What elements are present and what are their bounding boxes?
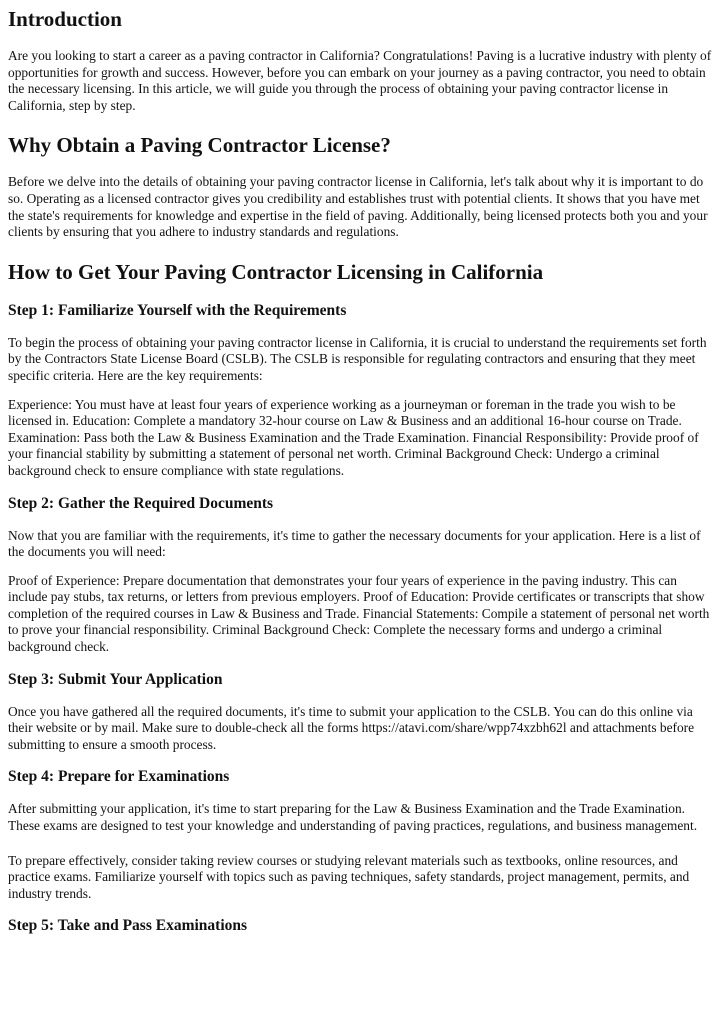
paragraph-step-2-intro: Now that you are familiar with the requirements, it's time to gather the necessary documents for your application. Here is a list of the documents you will need: — [8, 527, 701, 560]
paragraph-step-4-preparation: To prepare effectively, consider taking review courses or studying relevant materials such as textbooks, online resources, and practice exams. Familiarize yourself with topics such as paving techniques, safety standards, project management, permits, and industry trends. — [8, 852, 690, 901]
paragraph-why-obtain-license: Before we delve into the details of obtaining your paving contractor license in California, let's talk about why it is important to do so. Operating as a licensed contractor gives you credibility and establishes trust with potential clients. It shows that you have met the state's requirements for knowledge and expertise in the field of paving. Additionally, being licensed protects both you and your clients by ensuring that you adhere to industry standards and regulations. — [8, 174, 708, 240]
paragraph-step-3: Once you have gathered all the required documents, it's time to submit your application to the CSLB. You can do this online via their website or by mail. Make sure to double-check all the forms https://atavi.com/share/wpp74xzbh62l and attachments before submitting to ensure a smooth process. — [8, 703, 695, 752]
heading-step-2: Step 2: Gather the Required Documents — [8, 494, 274, 512]
heading-why-obtain-license: Why Obtain a Paving Contractor License? — [8, 133, 391, 158]
heading-step-5: Step 5: Take and Pass Examinations — [8, 917, 248, 935]
heading-step-4: Step 4: Prepare for Examinations — [8, 768, 230, 786]
heading-how-to-get-license: How to Get Your Paving Contractor Licensing in California — [8, 259, 544, 284]
heading-introduction: Introduction — [8, 7, 122, 31]
paragraph-introduction: Are you looking to start a career as a paving contractor in California? Congratulations! Paving is a lucrative industry with plenty of opportunities for growth and success. However, before you can embark on your journey as a paving contractor, you need to obtain the necessary licensing. In this article, we will guide you through the process of obtaining your paving contractor license in California, step by step. — [8, 48, 712, 113]
paragraph-step-1-requirements: Experience: You must have at least four years of experience working as a journeyman or foreman in the trade you wish to be licensed in. Education: Complete a mandatory 32-hour course on Law & Business and an additional 16-hour course on Trade. Examination: Pass both the Law & Business Examination and the Trade Examination. Financial Responsibility: Provide proof of your financial stability by submitting a statement of personal net worth. Criminal Background Check: Undergo a criminal background check to ensure compliance with state regulations. — [8, 396, 699, 478]
paragraph-step-2-documents: Proof of Experience: Prepare documentation that demonstrates your four years of experience in the paving industry. This can include pay stubs, tax returns, or letters from previous employers. Proof of Education: Provide certificates or transcripts that show completion of the required courses in Law & Business and Trade. Financial Statements: Compile a statement of personal net worth to prove your financial responsibility. Criminal Background Check: Complete the necessary forms and undergo a criminal background check. — [8, 572, 710, 655]
paragraph-step-1-intro: To begin the process of obtaining your paving contractor license in California, it is crucial to understand the requirements set forth by the Contractors State License Board (CSLB). The CSLB is responsible for regulating contractors and ensuring that they meet specific criteria. Here are the key requirements: — [8, 334, 707, 383]
heading-step-3: Step 3: Submit Your Application — [8, 670, 223, 688]
heading-step-1: Step 1: Familiarize Yourself with the Requirements — [8, 301, 347, 319]
paragraph-step-4-intro: After submitting your application, it's time to start preparing for the Law & Business Examination and the Trade Examination. These exams are designed to test your knowledge and understanding of paving practices, regulations, and business management. — [8, 801, 698, 834]
